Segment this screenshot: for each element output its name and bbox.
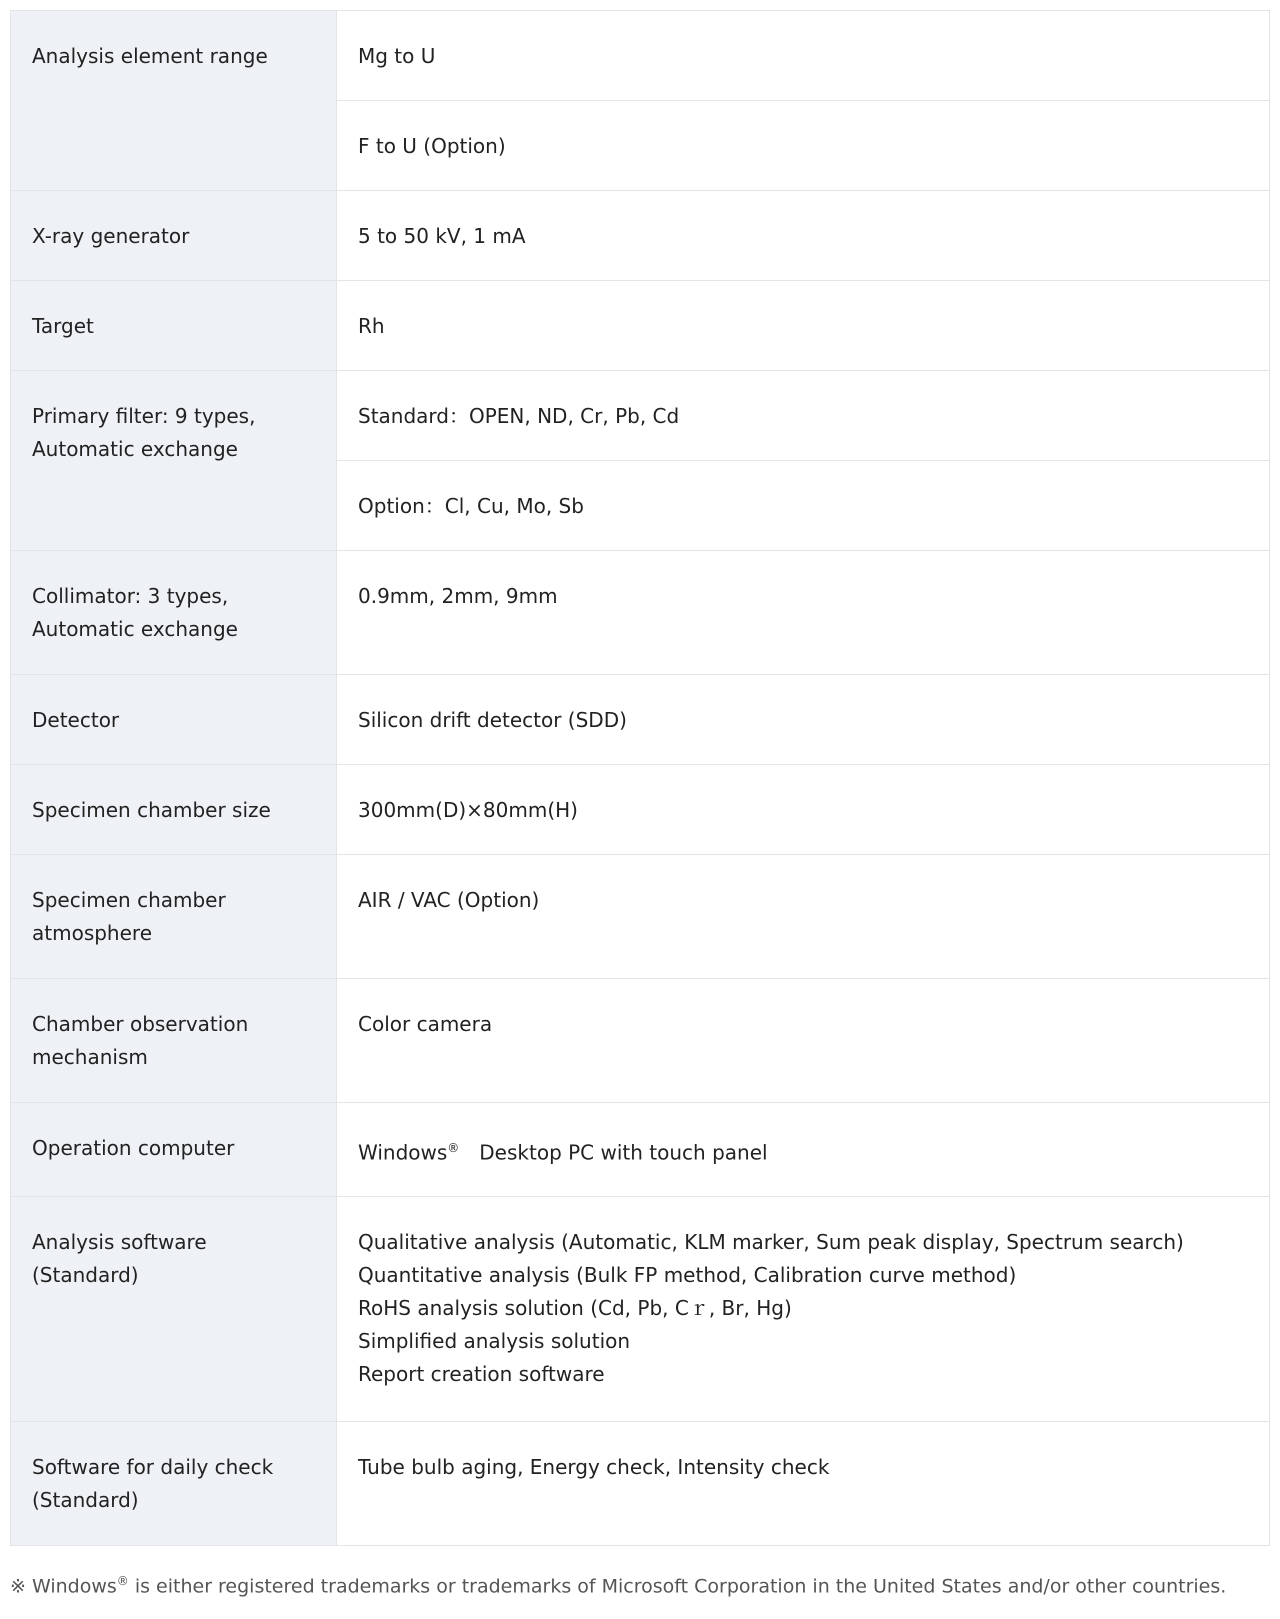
table-row (11, 675, 1270, 765)
spec-value-analysis-software (337, 1196, 1270, 1421)
spec-value: Silicon drift detector (SDD) (337, 675, 1270, 765)
spec-value: F to U (Option) (337, 101, 1270, 191)
table-row (11, 1196, 1270, 1421)
table-row (11, 371, 1270, 461)
software-item: RoHS analysis solution (Cd, Pb, Cｒ, Br, Hg) (358, 1295, 792, 1320)
spec-label-analysis-software: Analysis software (Standard) (11, 1196, 337, 1421)
spec-label-primary-filter: Primary filter: 9 types, Automatic exchange (11, 371, 337, 551)
footnote-registered-mark: ® (116, 1574, 129, 1588)
spec-value: Mg to U (337, 11, 1270, 101)
software-item: Report creation software (358, 1361, 605, 1386)
spec-value: 300mm(D)×80mm(H) (337, 765, 1270, 855)
table-row (11, 281, 1270, 371)
registered-mark: ® (447, 1141, 460, 1155)
spec-label-operation-computer: Operation computer (11, 1103, 337, 1197)
spec-label-target: Target (11, 281, 337, 371)
spec-label-specimen-chamber-atmosphere: Specimen chamber atmosphere (11, 855, 337, 979)
spec-label-analysis-element-range: Analysis element range (11, 11, 337, 191)
table-row (11, 11, 1270, 101)
desktop-pc-text: Desktop PC with touch panel (459, 1140, 768, 1165)
table-row (11, 551, 1270, 675)
spec-value: 5 to 50 kV, 1 mA (337, 191, 1270, 281)
spec-value: Standard：OPEN, ND, Cr, Pb, Cd (337, 371, 1270, 461)
software-item: Qualitative analysis (Automatic, KLM marker, Sum peak display, Spectrum search) (358, 1229, 1184, 1254)
trademark-footnote (10, 1574, 1226, 1597)
spec-value-operation-computer (337, 1103, 1270, 1197)
spec-value: AIR / VAC (Option) (337, 855, 1270, 979)
spec-label-software-daily-check: Software for daily check (Standard) (11, 1421, 337, 1545)
software-item: Simplified analysis solution (358, 1328, 631, 1353)
footnote-brand: Windows (25, 1575, 117, 1598)
specifications-table (10, 10, 1270, 1546)
software-item: Quantitative analysis (Bulk FP method, Calibration curve method) (358, 1262, 1017, 1287)
table-row (11, 191, 1270, 281)
table-row (11, 979, 1270, 1103)
spec-value: Rh (337, 281, 1270, 371)
spec-label-detector: Detector (11, 675, 337, 765)
spec-value: Option：Cl, Cu, Mo, Sb (337, 461, 1270, 551)
spec-label-x-ray-generator: X-ray generator (11, 191, 337, 281)
windows-brand: Windows (358, 1140, 448, 1165)
spec-value: Tube bulb aging, Energy check, Intensity check (337, 1421, 1270, 1545)
spec-value: Color camera (337, 979, 1270, 1103)
reference-mark-icon: ※ (10, 1575, 26, 1598)
table-row (11, 1421, 1270, 1545)
spec-label-chamber-observation-mechanism: Chamber observation mechanism (11, 979, 337, 1103)
spec-label-collimator: Collimator: 3 types, Automatic exchange (11, 551, 337, 675)
footnote-text: is either registered trademarks or trademarks of Microsoft Corporation in the United States and/or other countries. (128, 1575, 1227, 1598)
table-row (11, 765, 1270, 855)
spec-value: 0.9mm, 2mm, 9mm (337, 551, 1270, 675)
table-row (11, 855, 1270, 979)
spec-label-specimen-chamber-size: Specimen chamber size (11, 765, 337, 855)
table-row (11, 1103, 1270, 1197)
